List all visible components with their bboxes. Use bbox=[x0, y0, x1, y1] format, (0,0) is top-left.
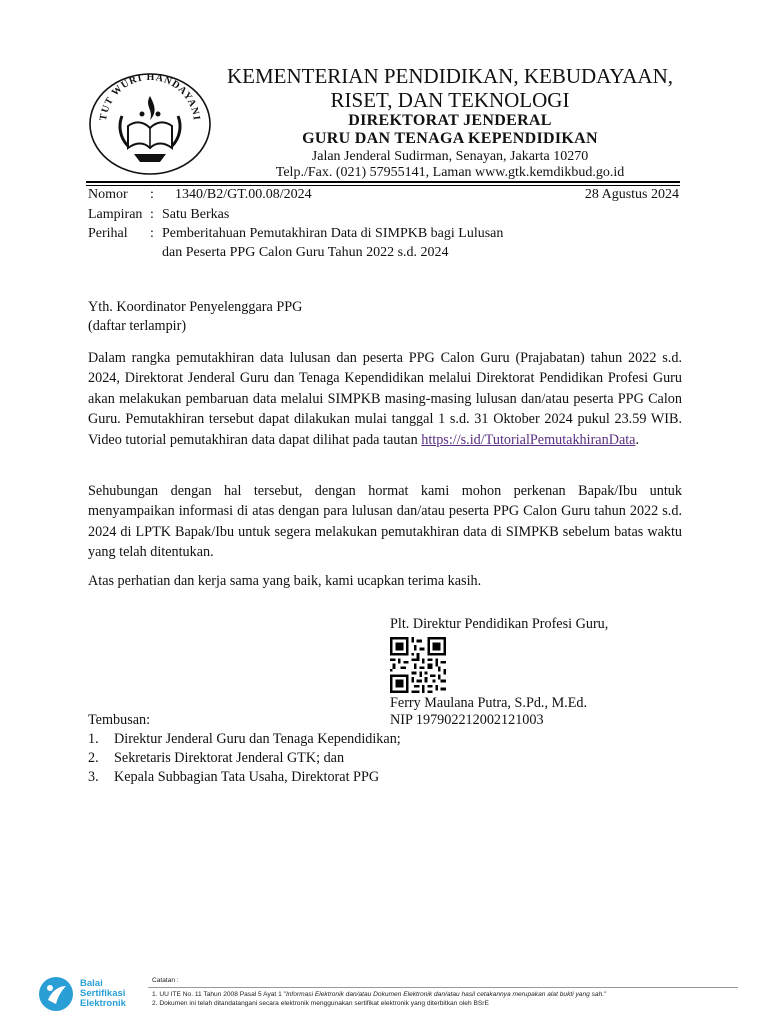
recipient-line2: (daftar terlampir) bbox=[88, 318, 187, 334]
letterhead-contact: Telp./Fax. (021) 57955141, Laman www.gtk.kemdikbud.go.id bbox=[275, 165, 625, 180]
body-paragraph-1 bbox=[88, 348, 682, 450]
lampiran-label: Lampiran bbox=[88, 207, 143, 222]
bsre-logo-text bbox=[80, 979, 126, 1009]
list-item bbox=[88, 730, 401, 749]
bsre-logo-line2: Sertifikasi bbox=[80, 988, 126, 999]
bsre-logo-line1: Balai bbox=[80, 978, 103, 989]
list-item bbox=[88, 768, 401, 787]
body-paragraph-2: Sehubungan dengan hal tersebut, dengan hormat kami mohon perkenan Bapak/Ibu untuk menyampaikan informasi di atas dengan para lulusan dan/atau peserta PPG Calon Guru tahun 2022 s.d. 2024 di LPTK Bapak/Ibu untuk segera melakukan pemutakhiran data di SIMPKB sebelum batas waktu yang telah ditentukan. bbox=[88, 483, 682, 561]
signatory-title: Plt. Direktur Pendidikan Profesi Guru, bbox=[390, 616, 609, 632]
body-paragraph-3: Atas perhatian dan kerja sama yang baik, kami ucapkan terima kasih. bbox=[88, 573, 482, 589]
footer-note-1-prefix: 1. UU ITE No. 11 Tahun 2008 Pasal 5 Ayat 1 " bbox=[152, 991, 286, 998]
letter-date: 28 Agustus 2024 bbox=[584, 187, 679, 202]
footer-divider bbox=[148, 987, 738, 988]
nomor-value: 1340/B2/GT.00.08/2024 bbox=[175, 187, 312, 202]
footer-note-2: 2. Dokumen ini telah ditandatangani secara elektronik menggunakan sertifikat elektronik yang diterbitkan oleh BSrE bbox=[152, 1000, 489, 1007]
list-item-number: 1. bbox=[88, 731, 99, 747]
bsre-logo-line3: Elektronik bbox=[80, 998, 126, 1009]
footer-note-1 bbox=[152, 990, 606, 999]
nomor-colon: : bbox=[150, 187, 154, 202]
qr-code-icon bbox=[390, 637, 446, 693]
tutorial-link[interactable]: https://s.id/TutorialPemutakhiranData bbox=[421, 431, 636, 448]
list-item-number: 3. bbox=[88, 769, 99, 785]
perihal-value-line1: Pemberitahuan Pemutakhiran Data di SIMPKB bagi Lulusan bbox=[162, 226, 504, 241]
signatory-name: Ferry Maulana Putra, S.Pd., M.Ed. bbox=[390, 695, 588, 711]
lampiran-colon: : bbox=[150, 207, 154, 222]
list-item-text: Kepala Subbagian Tata Usaha, Direktorat PPG bbox=[114, 769, 380, 785]
perihal-label: Perihal bbox=[88, 226, 128, 241]
tembusan-list bbox=[88, 730, 401, 787]
nomor-label: Nomor bbox=[88, 187, 128, 202]
perihal-value-line2: dan Peserta PPG Calon Guru Tahun 2022 s.d. 2024 bbox=[162, 245, 449, 260]
letterhead-divider-thick bbox=[86, 181, 680, 183]
list-item-text: Sekretaris Direktorat Jenderal GTK; dan bbox=[114, 750, 345, 766]
body-paragraph-1-text: Dalam rangka pemutakhiran data lulusan dan peserta PPG Calon Guru (Prajabatan) tahun 2022 s.d. 2024, Direktorat Jenderal Guru dan Tenaga Kependidikan melalui Direktorat Pendidikan Profesi Guru akan melakukan pembaruan data melalui SIMPKB masing-masing lulusan dan/atau peserta PPG Calon Guru. Pemutakhiran tersebut dapat dilakukan mulai tanggal 1 s.d. 31 Oktober 2024 pukul 23.59 WIB. Video tutorial pemutakhiran data dapat dilihat pada tautan bbox=[88, 350, 682, 448]
list-item bbox=[88, 749, 401, 768]
footer-note-1-suffix: " bbox=[604, 991, 607, 998]
svg-text:TUT WURI HANDAYANI: TUT WURI HANDAYANI bbox=[98, 71, 202, 122]
signatory-nip: NIP 197902212002121003 bbox=[390, 712, 544, 728]
letterhead-address: Jalan Jenderal Sudirman, Senayan, Jakarta 10270 bbox=[311, 149, 589, 164]
recipient-line1: Yth. Koordinator Penyelenggara PPG bbox=[88, 299, 303, 315]
footer-note-1-italic: Informasi Elektronik dan/atau Dokumen Elektronik dan/atau hasil cetakannya merupakan alat bukti yang sah. bbox=[285, 991, 605, 998]
lampiran-value: Satu Berkas bbox=[162, 207, 230, 222]
bsre-logo-icon bbox=[38, 976, 74, 1012]
body-paragraph-1-end: . bbox=[635, 431, 640, 448]
list-item-number: 2. bbox=[88, 750, 99, 766]
ministry-name-line1: KEMENTERIAN PENDIDIKAN, KEBUDAYAAN, bbox=[226, 64, 674, 88]
directorate-general-name: GURU DAN TENAGA KEPENDIDIKAN bbox=[302, 130, 598, 147]
directorate-general-label: DIREKTORAT JENDERAL bbox=[348, 112, 552, 129]
perihal-colon: : bbox=[150, 226, 154, 241]
footer-catatan-label: Catatan : bbox=[152, 977, 179, 984]
ministry-name-line2: RISET, DAN TEKNOLOGI bbox=[330, 88, 570, 112]
list-item-text: Direktur Jenderal Guru dan Tenaga Kependidikan; bbox=[114, 731, 401, 747]
tembusan-label: Tembusan: bbox=[88, 712, 151, 728]
